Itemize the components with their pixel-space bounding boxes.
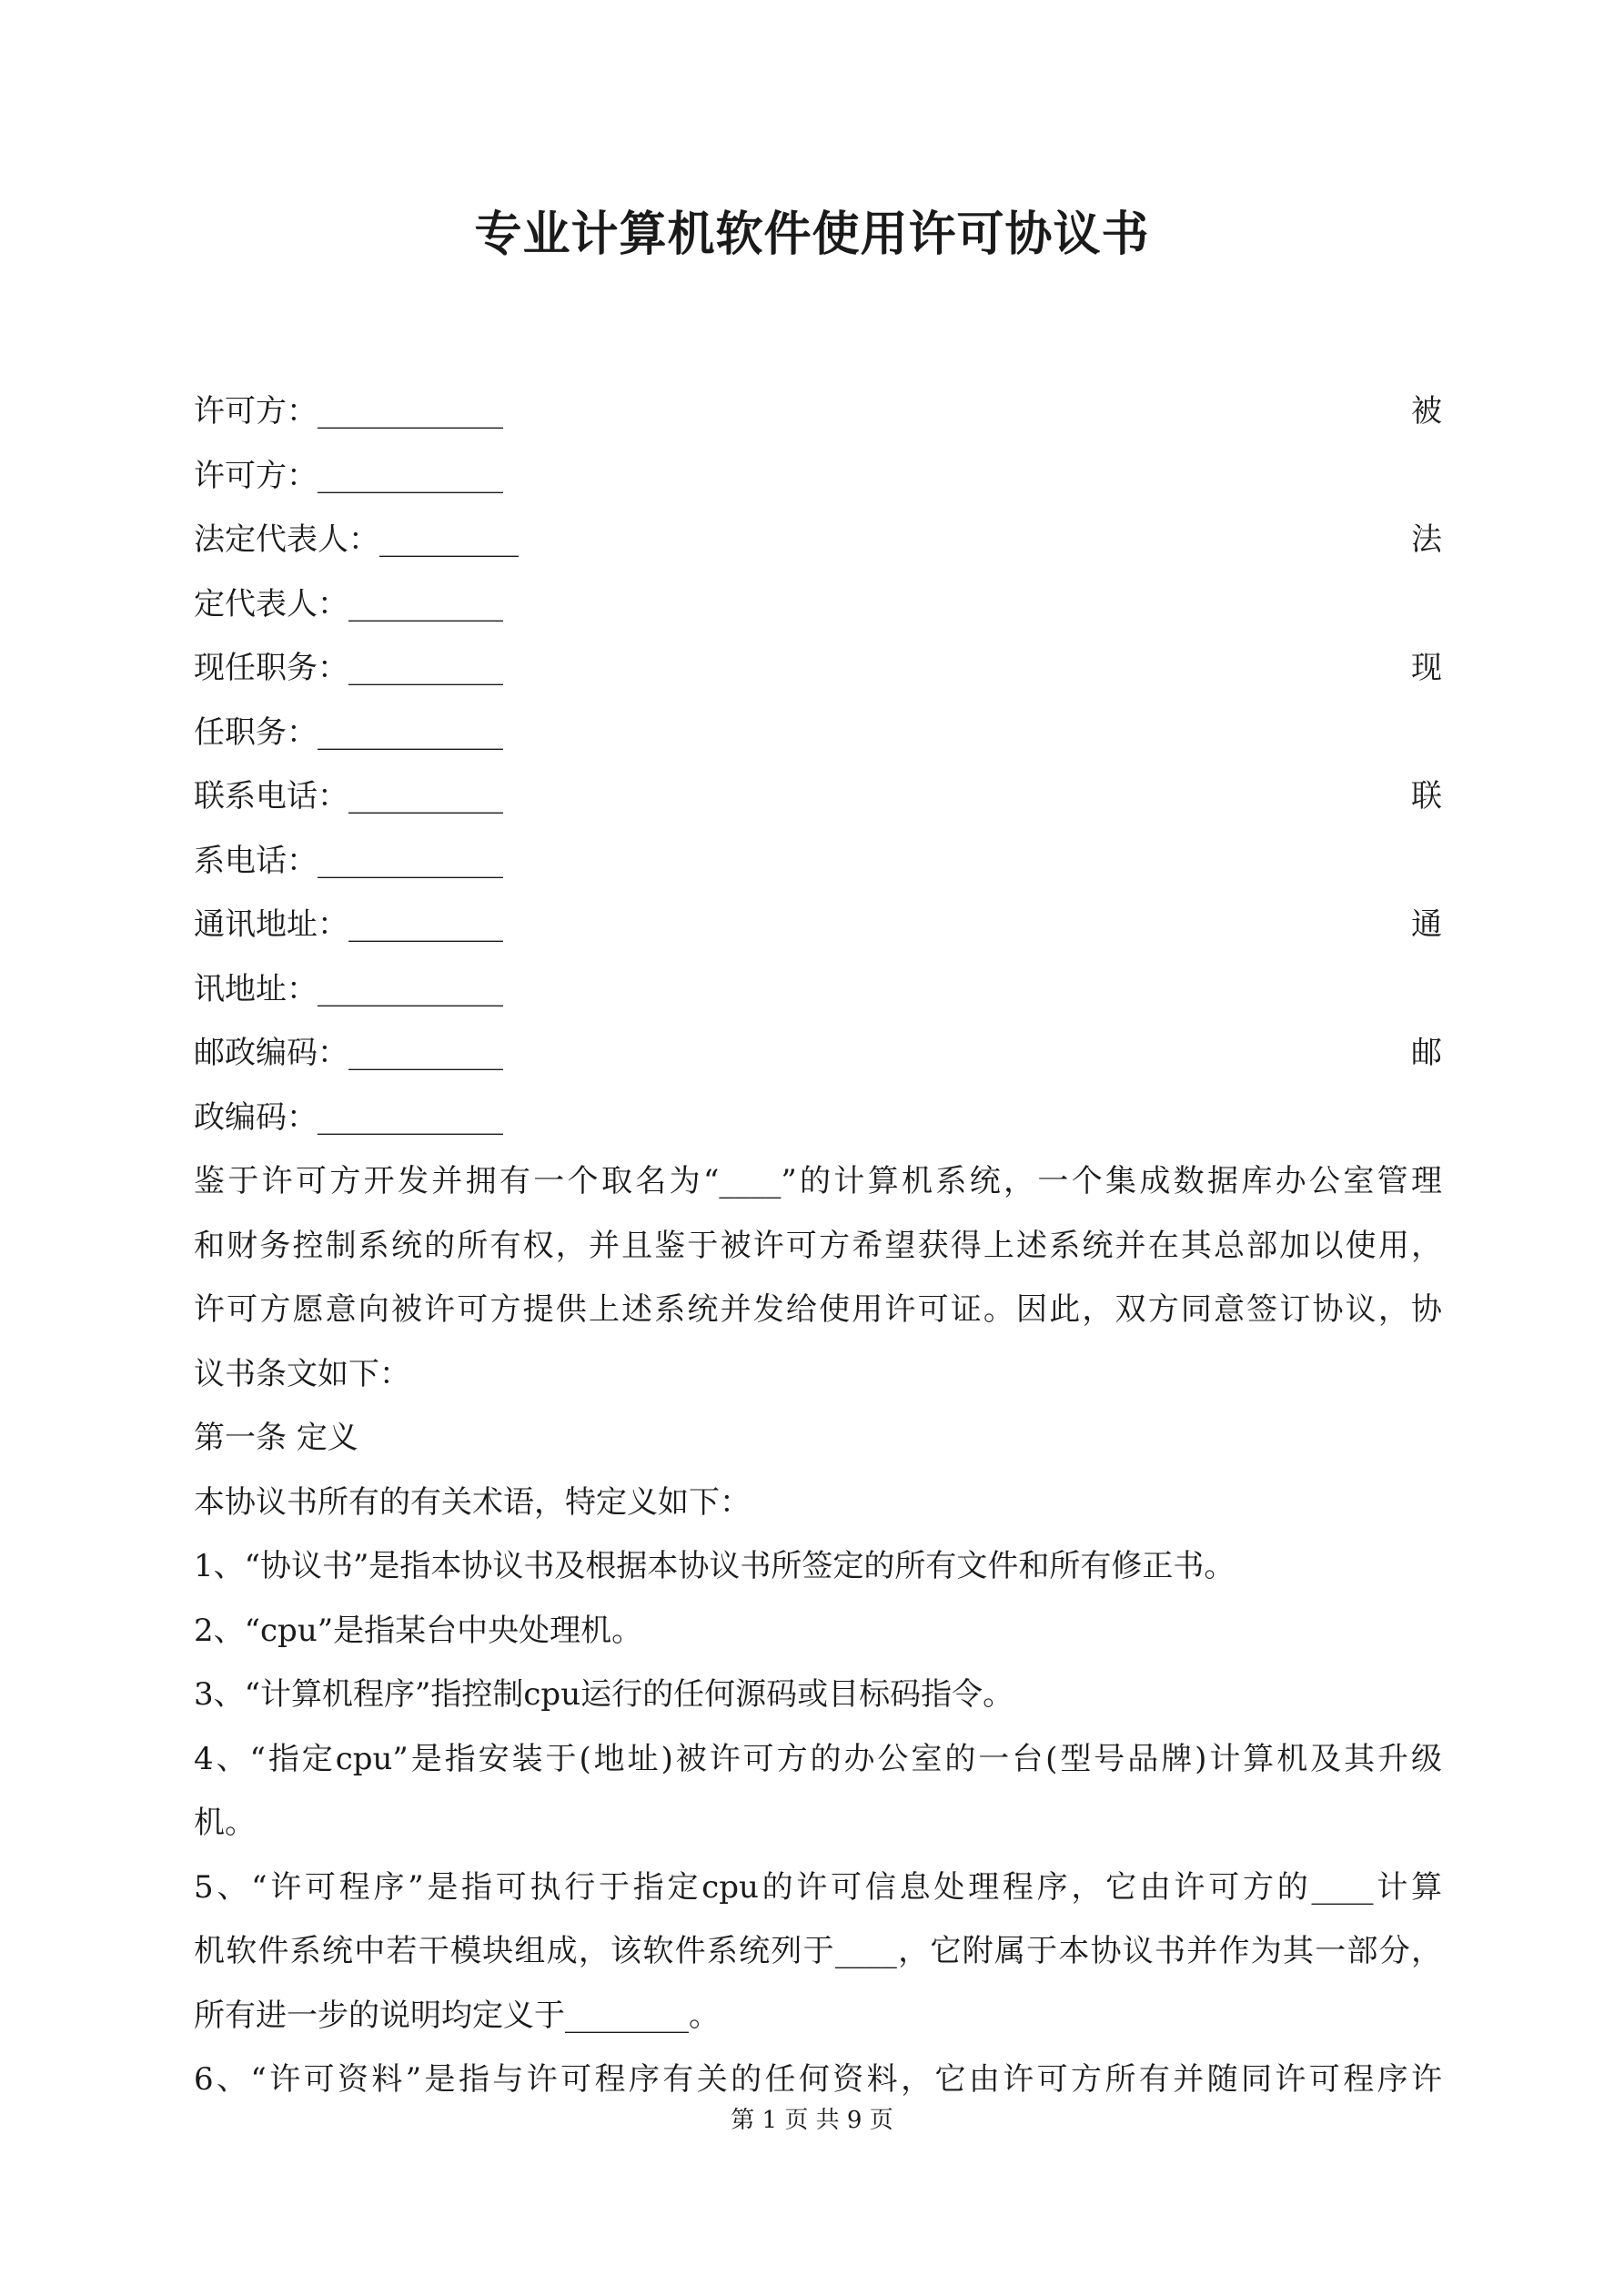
definition-item: 4、“指定cpu”是指安装于(地址)被许可方的办公室的一台(型号品牌)计算机及其升级 — [194, 1741, 1442, 1777]
party-line-postcode — [194, 1031, 1442, 1075]
party-line-text: 任职务：____________ — [194, 714, 503, 751]
page-number-footer: 第 1 页 共 9 页 — [731, 2107, 893, 2134]
party-line-wrap-char: 邮 — [1411, 1035, 1442, 1071]
definition-item-continued: 机软件系统中若干模块组成，该软件系统列于____，它附属于本协议书并作为其一部分， — [194, 1933, 1442, 1969]
party-line-address — [194, 903, 1442, 946]
party-line-legal-rep-2 — [194, 582, 1442, 626]
party-line-wrap-char: 现 — [1411, 650, 1442, 686]
body-line: 议书条文如下： — [194, 1356, 410, 1392]
party-line-text: 法定代表人：_________ — [194, 521, 519, 558]
party-line-position-2 — [194, 711, 1442, 754]
body-line: 鉴于许可方开发并拥有一个取名为“____”的计算机系统，一个集成数据库办公室管理 — [194, 1163, 1442, 1199]
page-title: 专业计算机软件使用许可协议书 — [474, 207, 1150, 262]
definition-item: 5、“许可程序”是指可执行于指定cpu的许可信息处理程序，它由许可方的____计算 — [194, 1869, 1442, 1906]
party-line-text: 讯地址：____________ — [194, 971, 503, 1007]
body-line: 本协议书所有的有关术语，特定义如下： — [194, 1484, 751, 1521]
party-line-position — [194, 646, 1442, 690]
party-line-wrap-char: 联 — [1411, 778, 1442, 814]
party-line-text: 通讯地址：__________ — [194, 906, 503, 943]
party-line-postcode-2 — [194, 1096, 1442, 1139]
party-line-text: 系电话：____________ — [194, 843, 503, 879]
definition-item: 3、“计算机程序”指控制cpu运行的任何源码或目标码指令。 — [194, 1676, 1014, 1713]
definition-item: 2、“cpu”是指某台中央处理机。 — [194, 1613, 643, 1649]
definition-item-continued: 机。 — [194, 1805, 256, 1841]
party-line-text: 许可方：____________ — [194, 393, 503, 430]
party-line-wrap-char: 通 — [1411, 906, 1442, 943]
party-line-text: 联系电话：__________ — [194, 778, 503, 814]
party-line-phone-2 — [194, 839, 1442, 883]
party-line-text: 定代表人：__________ — [194, 586, 503, 622]
definition-item-continued: 所有进一步的说明均定义于________。 — [194, 1998, 720, 2034]
party-line-text: 政编码：____________ — [194, 1099, 503, 1136]
body-line: 许可方愿意向被许可方提供上述系统并发给使用许可证。因此，双方同意签订协议，协 — [194, 1291, 1442, 1328]
definition-item: 1、“协议书”是指本协议书及根据本协议书所签定的所有文件和所有修正书。 — [194, 1548, 1236, 1584]
party-line-legal-rep — [194, 518, 1442, 561]
definition-item: 6、“许可资料”是指与许可程序有关的任何资料，它由许可方所有并随同许可程序许 — [194, 2061, 1442, 2098]
party-line-address-2 — [194, 967, 1442, 1011]
party-line-text: 邮政编码：__________ — [194, 1035, 503, 1071]
party-line-licensor — [194, 389, 1442, 433]
party-line-text: 许可方：____________ — [194, 458, 503, 494]
party-line-wrap-char: 被 — [1411, 393, 1442, 430]
party-line-licensee — [194, 454, 1442, 498]
party-line-wrap-char: 法 — [1411, 521, 1442, 558]
party-line-phone — [194, 774, 1442, 818]
body-line: 和财务控制系统的所有权，并且鉴于被许可方希望获得上述系统并在其总部加以使用， — [194, 1228, 1442, 1264]
section-heading: 第一条 定义 — [194, 1420, 358, 1456]
party-line-text: 现任职务：__________ — [194, 650, 503, 686]
